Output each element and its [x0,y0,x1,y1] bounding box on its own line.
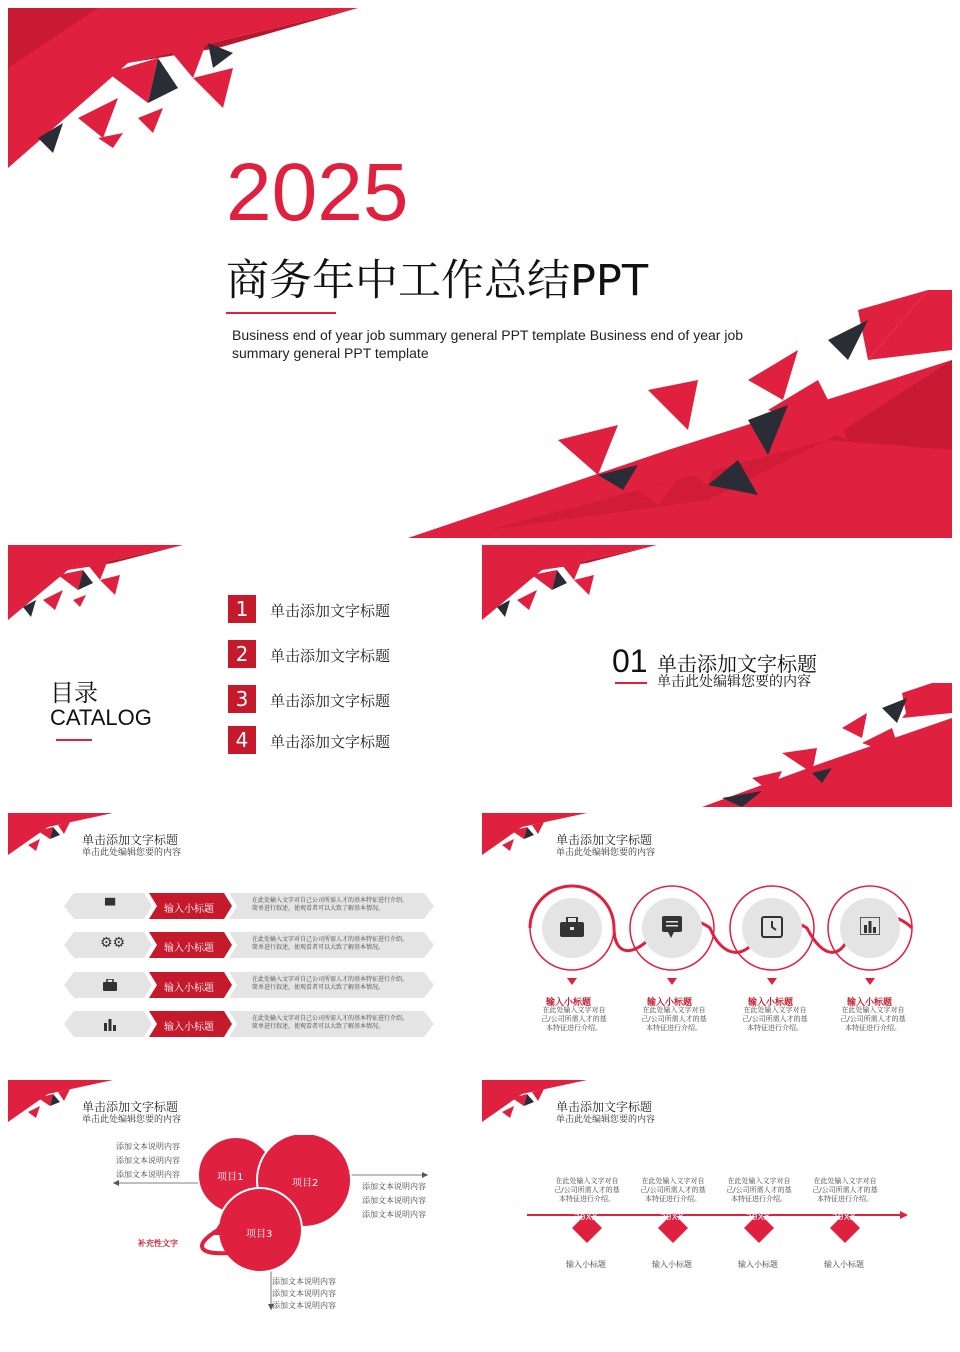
bar-chart-icon [860,917,880,935]
catalog-label: 单击添加文字标题 [270,733,391,751]
slide-title: 单击添加文字标题 [556,1100,653,1114]
cover-title-underline [226,312,336,314]
slide-subtitle: 单击此处编辑您要的内容 [556,848,656,858]
slide-title: 单击添加文字标题 [82,1100,179,1114]
gears-icon: ⚙⚙ [100,935,126,951]
cover-subtitle: Business end of year job summary general PPT template Business end of year job summary general PPT template [232,327,744,361]
slide-subtitle: 单击此处编辑您要的内容 [82,848,182,858]
timeline-text: 在此处输入文字对自 己/公司所需人才的基 本特征进行介绍。 [640,1177,706,1203]
decor-polygons-top-left [482,545,662,625]
timeline-label: 输入小标题 [824,1260,864,1269]
catalog-num: 2 [228,640,256,668]
catalog-label: 单击添加文字标题 [270,647,391,665]
circles-slide[interactable] [482,813,952,1075]
venn-item-2: 项目2 [292,1178,319,1189]
catalog-slide[interactable] [8,545,471,807]
cover-slide[interactable] [8,8,952,538]
cover-year: 2025 [226,147,409,238]
circle-text: 在此处输入文字对自 己/公司所需人才的基 本特征进行介绍。 [641,1006,707,1032]
briefcase-icon [103,979,117,991]
venn-desc-left: 添加文本说明内容 添加文本说明内容 添加文本说明内容 [116,1142,180,1179]
catalog-underline [56,739,92,741]
steps-slide[interactable] [8,813,471,1075]
circle-label: 输入小标题 [847,998,893,1008]
timeline-year: 20XX [832,1213,856,1223]
step-text: 在此处输入文字对自己公司所需人才的基本特征进行介绍。简单进行叙述，使观看者可以大致了解基本情况。 [252,1015,409,1030]
catalog-title-cn: 目录 [50,679,98,707]
catalog-label: 单击添加文字标题 [270,602,391,620]
section-title: 单击添加文字标题 [657,652,817,676]
circle-text: 在此处输入文字对自 己/公司所需人才的基 本特征进行介绍。 [742,1006,808,1032]
slide-subtitle: 单击此处编辑您要的内容 [556,1115,656,1125]
timeline-label: 输入小标题 [738,1260,778,1269]
timeline-year: 20XX [746,1213,770,1223]
timeline-label: 输入小标题 [566,1260,606,1269]
catalog-num: 3 [228,685,256,713]
step-label: 输入小标题 [164,983,214,994]
decor-polygons-top-left [8,545,188,625]
section-slide[interactable] [482,545,952,807]
timeline-text: 在此处输入文字对自 己/公司所需人才的基 本特征进行介绍。 [554,1177,620,1203]
venn-desc-bottom: 添加文本说明内容 添加文本说明内容 添加文本说明内容 [272,1277,336,1310]
section-subtitle: 单击此处编辑您要的内容 [657,674,811,690]
step-label: 输入小标题 [164,943,214,954]
step-text: 在此处输入文字对自己公司所需人才的基本特征进行介绍。简单进行叙述，使观看者可以大致了解基本情况。 [252,936,409,951]
timeline-year: 20XX [574,1213,598,1223]
bar-chart-icon [104,1017,116,1031]
catalog-label: 单击添加文字标题 [270,692,391,710]
timeline-text: 在此处输入文字对自 己/公司所需人才的基 本特征进行介绍。 [726,1177,792,1203]
timeline-slide[interactable] [482,1080,952,1342]
circle-text: 在此处输入文字对自 己/公司所需人才的基 本特征进行介绍。 [541,1006,607,1032]
circle-label: 输入小标题 [647,998,693,1008]
slide-subtitle: 单击此处编辑您要的内容 [82,1115,182,1125]
catalog-num: 4 [228,726,256,754]
circles-graphic [522,883,922,993]
briefcase-icon [560,917,584,937]
catalog-title-en: CATALOG [50,705,152,730]
venn-extra-label: 补充性文字 [138,1239,178,1248]
step-label: 输入小标题 [164,904,214,915]
timeline-text: 在此处输入文字对自 己/公司所需人才的基 本特征进行介绍。 [812,1177,878,1203]
venn-desc-right: 添加文本说明内容 添加文本说明内容 添加文本说明内容 [362,1182,426,1219]
section-underline [615,682,647,684]
step-label: 输入小标题 [164,1022,214,1033]
chat-icon: ▀ [105,899,115,914]
venn-item-1: 项目1 [217,1172,244,1183]
circle-label: 输入小标题 [748,998,794,1008]
step-text: 在此处输入文字对自己公司所需人才的基本特征进行介绍。简单进行叙述，使观看者可以大致了解基本情况。 [252,976,409,991]
timeline-label: 输入小标题 [652,1260,692,1269]
venn-slide[interactable] [8,1080,471,1342]
slide-title: 单击添加文字标题 [556,833,653,847]
cover-title: 商务年中工作总结PPT [226,256,649,306]
chat-icon [662,916,682,938]
slide-title: 单击添加文字标题 [82,833,179,847]
clock-icon [761,916,783,938]
circle-label: 输入小标题 [546,998,592,1008]
catalog-num: 1 [228,595,256,623]
decor-polygons-bottom-right [702,683,952,807]
timeline-year: 20XX [660,1213,684,1223]
venn-item-3: 项目3 [246,1229,273,1240]
step-text: 在此处输入文字对自己公司所需人才的基本特征进行介绍。简单进行叙述，使观看者可以大致了解基本情况。 [252,897,409,912]
circle-text: 在此处输入文字对自 己/公司所需人才的基 本特征进行介绍。 [840,1006,906,1032]
section-number: 01 [612,643,648,679]
